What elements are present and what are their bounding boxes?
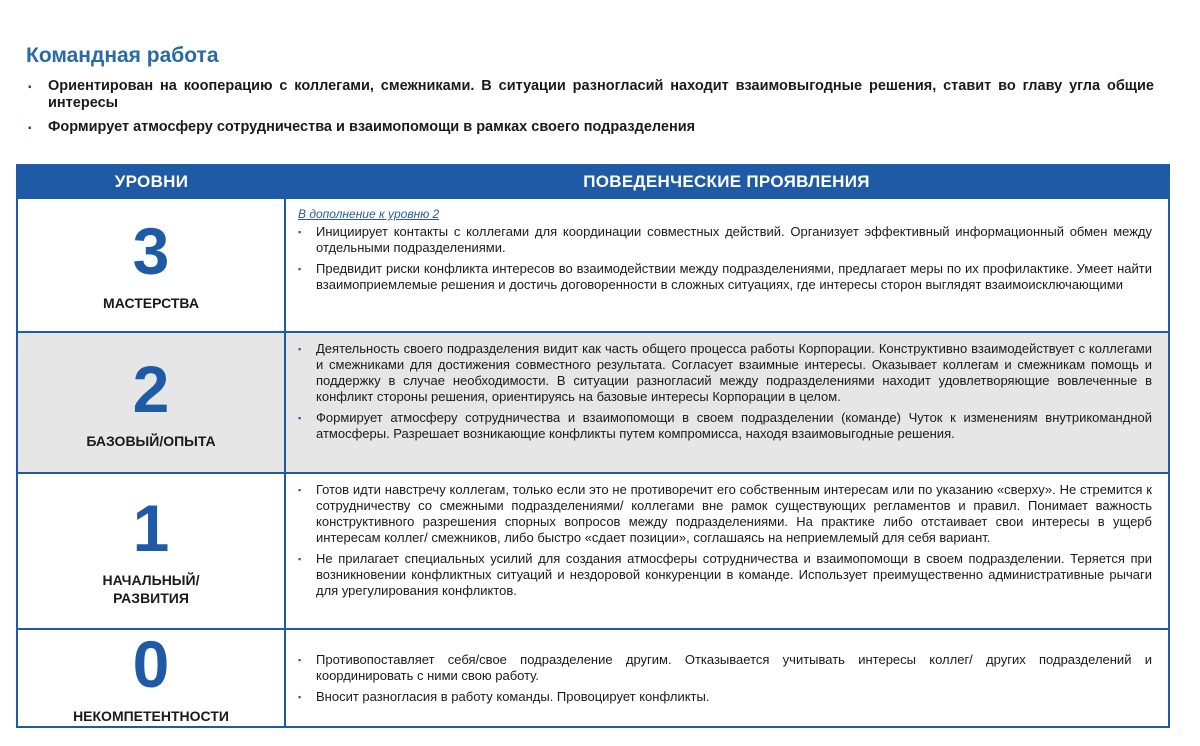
- level-cell: [17, 629, 285, 727]
- level-name: МАСТЕРСТВА: [103, 295, 199, 311]
- behavior-cell: [285, 332, 1169, 473]
- level-name-line: РАЗВИТИЯ: [113, 590, 189, 606]
- list-item: [298, 652, 1152, 684]
- list-item: [298, 689, 1152, 705]
- intro-item: [26, 119, 1154, 136]
- competency-table: [16, 164, 1170, 728]
- header-behaviors: ПОВЕДЕНЧЕСКИЕ ПРОЯВЛЕНИЯ: [285, 165, 1169, 198]
- behavior-text: Деятельность своего подразделения видит как часть общего процесса работы Корпорации. Конструктивно взаимодействует с коллегами и смежниками для достижения совместного результата. Согласует взаимные интересы. Оказывает коллегам и смежникам помощь и поддержку в случае необходимости. В ситуации разногласий между подразделениями находит удовлетворяющие вовлеченные в конфликт стороны решения, ориентируясь на базовые интересы Корпорации в целом.: [316, 341, 1152, 404]
- bullet-icon: ▪: [298, 264, 302, 274]
- behavior-text: Инициирует контакты с коллегами для координации совместных действий. Организует эффективный информационный обмен между отдельными подразделениями.: [316, 224, 1152, 255]
- bullet-icon: ▪: [298, 413, 302, 423]
- level-name-line: НАЧАЛЬНЫЙ/: [102, 572, 200, 588]
- list-item: [298, 261, 1152, 293]
- list-item: [298, 482, 1152, 546]
- level-number: 0: [132, 627, 170, 701]
- intro-item: [26, 78, 1154, 112]
- level-number: 2: [132, 351, 170, 426]
- table-row: [17, 629, 1169, 727]
- table-header-row: [17, 165, 1169, 198]
- table-row: [17, 332, 1169, 473]
- table-row: [17, 198, 1169, 332]
- bullet-icon: ▪: [28, 123, 32, 134]
- list-item: [298, 224, 1152, 256]
- level-name: БАЗОВЫЙ/ОПЫТА: [86, 432, 216, 449]
- bullet-icon: ▪: [298, 655, 302, 665]
- table-row: [17, 473, 1169, 629]
- level-name: НЕКОМПЕТЕНТНОСТИ: [73, 708, 229, 724]
- bullet-icon: ▪: [298, 344, 302, 354]
- bullet-icon: ▪: [298, 692, 302, 702]
- list-item: [298, 410, 1152, 442]
- behavior-cell: [285, 198, 1169, 332]
- list-item: [298, 341, 1152, 405]
- list-item: [298, 551, 1152, 599]
- bullet-icon: ▪: [298, 554, 302, 564]
- behavior-text: Готов идти навстречу коллегам, только если это не противоречит его собственным интересам или по указанию «сверху». Не стремится к сотрудничеству со смежными подразделениями/ коллегами вне рамок существующих регламентов и правил. Понимает важность конструктивного разрешения спорных вопросов между подразделениями. На практике либо отстаивает свои интересы в ущерб интересам коллег/ смежников, либо быстро «сдает позиции», соглашаясь на неприемлемый для себя вариант.: [316, 482, 1152, 545]
- intro-text: Ориентирован на кооперацию с коллегами, смежниками. В ситуации разногласий находит взаимовыгодные решения, ставит во главу угла общие интересы: [48, 78, 1154, 111]
- behavior-cell: [285, 473, 1169, 629]
- intro-text: Формирует атмосферу сотрудничества и взаимопомощи в рамках своего подразделения: [48, 119, 696, 135]
- behavior-cell: [285, 629, 1169, 727]
- bullet-icon: ▪: [28, 82, 32, 93]
- behavior-text: Противопоставляет себя/свое подразделение другим. Отказывается учитывать интересы коллег/ других подразделений и координировать с ними свою работу.: [316, 652, 1152, 683]
- behavior-text: Вносит разногласия в работу команды. Провоцирует конфликты.: [316, 689, 710, 704]
- intro-list: [26, 78, 1154, 143]
- level-number: 1: [132, 491, 170, 565]
- bullet-icon: ▪: [298, 485, 302, 495]
- header-levels: УРОВНИ: [17, 165, 285, 198]
- behavior-text: Предвидит риски конфликта интересов во взаимодействии между подразделениями, предлагает меры по их профилактике. Умеет найти взаимоприемлемые решения и достичь договоренности в сложных ситуациях, где интересы сторон выглядят взаимоисключающими: [316, 261, 1152, 292]
- level-number: 3: [132, 214, 170, 288]
- level-name: [18, 571, 284, 607]
- behavior-text: Формирует атмосферу сотрудничества и взаимопомощи в своем подразделении (команде) Чуток к изменениям внутрикомандной атмосферы. Разрешает возникающие конфликты путем компромисса, находя взаимовыгодные решения.: [316, 410, 1152, 441]
- bullet-icon: ▪: [298, 227, 302, 237]
- level-note: В дополнение к уровню 2: [298, 207, 440, 221]
- page-title: Командная работа: [26, 44, 219, 67]
- level-cell: [17, 198, 285, 332]
- behavior-text: Не прилагает специальных усилий для создания атмосферы сотрудничества и взаимопомощи в своем подразделении. Теряется при возникновении конфликтных ситуаций и нездоровой конкуренции в команде. Использует преимущественно административные рычаги для урегулирования конфликтов.: [316, 551, 1152, 598]
- level-cell: [17, 332, 285, 473]
- level-cell: [17, 473, 285, 629]
